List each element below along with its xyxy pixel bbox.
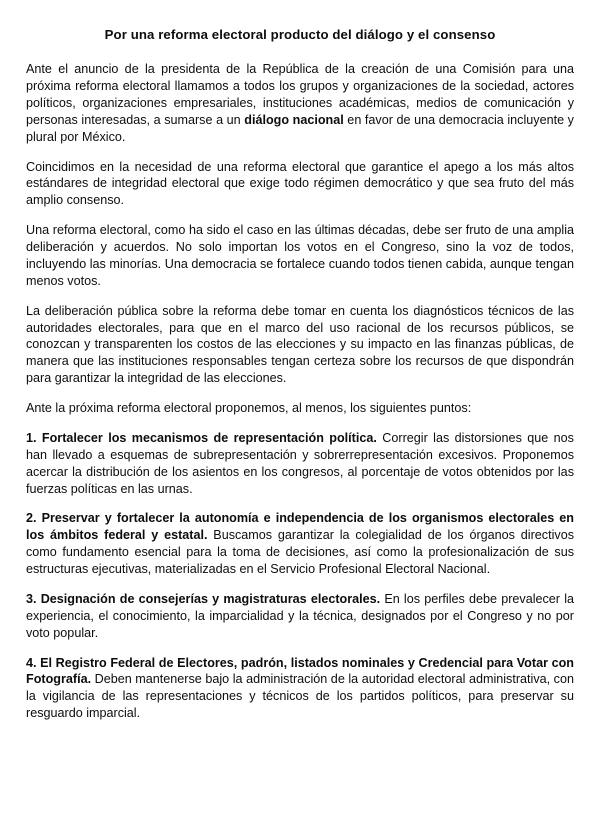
paragraph (26, 159, 574, 210)
paragraph (26, 591, 574, 642)
paragraph-text: En los perfiles debe prevalecer la experiencia, el conocimiento, la imparcialidad y la técnica, designados por el Congreso y no por voto popular. (26, 591, 574, 640)
paragraph (26, 655, 574, 723)
paragraph (26, 400, 574, 417)
paragraph-text: Una reforma electoral, como ha sido el caso en las últimas décadas, debe ser fruto de una amplia deliberación y acuerdos. No solo importan los votos en el Congreso, sino la voz de todos, incluyendo las minorías. Una democracia se fortalece cuando todos tienen cabida, aunque tengan menos votos. (26, 223, 574, 288)
paragraph (26, 222, 574, 290)
paragraph-emphasis: 1. Fortalecer los mecanismos de representación política. (26, 430, 377, 445)
paragraph (26, 510, 574, 578)
paragraph-text: Buscamos garantizar la colegialidad de los órganos directivos como fundamento esencial para la toma de decisiones, así como la profesionalización de sus estructuras ejecutivas, materializadas en el Servicio Profesional Electoral Nacional. (26, 528, 574, 577)
paragraph-text: en favor de una democracia incluyente y plural por México. (26, 112, 574, 144)
paragraph-emphasis: 4. El Registro Federal de Electores, padrón, listados nominales y Credencial para Votar con Fotografía. (26, 655, 574, 687)
page-title: Por una reforma electoral producto del diálogo y el consenso (104, 27, 496, 42)
paragraph (26, 430, 574, 498)
paragraph-emphasis: diálogo nacional (244, 112, 344, 127)
paragraph-text: Coincidimos en la necesidad de una reforma electoral que garantice el apego a los más altos estándares de integridad electoral que exige todo régimen democrático y que sea fruto del más amplio consenso. (26, 159, 574, 208)
paragraph (26, 303, 574, 387)
paragraph-emphasis: 3. Designación de consejerías y magistraturas electorales. (26, 591, 381, 606)
document-body (26, 61, 574, 722)
paragraph-text: Ante la próxima reforma electoral proponemos, al menos, los siguientes puntos: (26, 401, 472, 416)
paragraph (26, 61, 574, 145)
paragraph-emphasis: 2. Preservar y fortalecer la autonomía e independencia de los organismos electorales en los ámbitos federal y estatal. (26, 511, 574, 543)
paragraph-text: Corregir las distorsiones que nos han llevado a esquemas de subrepresentación y sobrerrepresentación excesivos. Proponemos acercar la distribución de los asientos en los congresos, al porcentaje de votos obtenidos por las fuerzas políticas en las urnas. (26, 430, 574, 496)
paragraph-text: La deliberación pública sobre la reforma debe tomar en cuenta los diagnósticos técnicos de las autoridades electorales, para que en el marco del uso racional de los recursos públicos, se conozcan y transparenten los costos de las elecciones y su impacto en las finanzas públicas, de manera que las instituciones responsables tengan certeza sobre los recursos de que dispondrán para garantizar la integridad de las elecciones. (26, 303, 574, 386)
paragraph-text: Ante el anuncio de la presidenta de la República de la creación de una Comisión para una próxima reforma electoral llamamos a todos los grupos y organizaciones de la sociedad, actores políticos, organizaciones empresariales, instituciones académicas, medios de comunicación y personas interesadas, a sumarse a un (26, 62, 574, 127)
paragraph-text: Deben mantenerse bajo la administración de la autoridad electoral administrativa, con la vigilancia de las representaciones y técnicos de los partidos políticos, para preservar su resguardo imparcial. (26, 672, 574, 721)
